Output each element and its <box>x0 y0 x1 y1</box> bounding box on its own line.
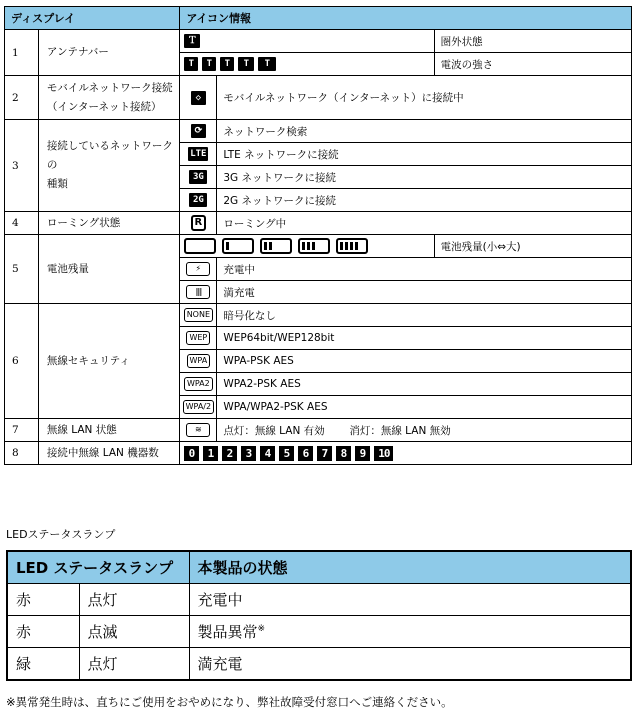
display-label-line2: 種類 <box>46 178 68 190</box>
led-color: 赤 <box>7 616 79 648</box>
display-label <box>38 120 179 212</box>
battery-2-icon <box>260 238 292 254</box>
count-3-icon: 3 <box>241 446 256 461</box>
led-status-table <box>6 550 632 681</box>
count-2-icon: 2 <box>222 446 237 461</box>
product-status: 満充電 <box>189 648 631 681</box>
network-search-icon: ⟳ <box>191 124 206 138</box>
icon-cell <box>180 166 217 189</box>
led-state: 点滅 <box>79 616 189 648</box>
icon-cell <box>180 120 217 143</box>
wlan-on-text: 点灯：無線 LAN 有効 <box>223 424 325 437</box>
icon-cell <box>180 143 217 166</box>
icon-description: ローミング中 <box>217 212 632 235</box>
wifi-icon: ≋ <box>186 423 210 437</box>
led-section-caption: LEDステータスランプ <box>6 528 116 541</box>
table-header-row <box>5 7 632 30</box>
count-5-icon: 5 <box>279 446 294 461</box>
security-wep-icon: WEP <box>186 331 210 345</box>
row-number: 6 <box>5 304 39 419</box>
header-product-state: 本製品の状態 <box>189 551 631 584</box>
row-number: 4 <box>5 212 39 235</box>
footnote: ※異常発生時は、直ちにご使用をおやめになり、弊社故障受付窓口へご連絡ください。 <box>6 695 453 709</box>
table-row <box>5 442 632 465</box>
device-count-icons <box>180 442 632 465</box>
security-wpa-wpa2-icon: WPA/2 <box>183 400 214 414</box>
icon-description: WPA-PSK AES <box>217 350 632 373</box>
count-7-icon: 7 <box>317 446 332 461</box>
table-header-row <box>7 551 631 584</box>
row-number: 5 <box>5 235 39 304</box>
display-label: 電池残量 <box>38 235 179 304</box>
table-row <box>5 120 632 143</box>
footnote-mark: ※ <box>257 624 266 634</box>
led-state: 点灯 <box>79 648 189 681</box>
icon-cell <box>180 235 434 258</box>
count-9-icon: 9 <box>355 446 370 461</box>
count-8-icon: 8 <box>336 446 351 461</box>
count-6-icon: 6 <box>298 446 313 461</box>
count-0-icon: 0 <box>184 446 199 461</box>
roaming-icon: R <box>191 215 207 231</box>
icon-description: LTE ネットワークに接続 <box>217 143 632 166</box>
2g-icon: 2G <box>189 193 207 207</box>
table-row <box>7 584 631 616</box>
row-number: 1 <box>5 30 39 76</box>
table-row <box>5 30 632 53</box>
display-label-line1: 接続しているネットワークの <box>46 140 173 171</box>
icon-description <box>217 419 632 442</box>
icon-description: 圏外状態 <box>434 30 631 53</box>
display-label: 無線 LAN 状態 <box>38 419 179 442</box>
icon-cell <box>180 304 217 327</box>
battery-full-icon: ||| <box>186 285 210 299</box>
security-wpa2-icon: WPA2 <box>184 377 213 391</box>
battery-4-icon <box>336 238 368 254</box>
count-1-icon: 1 <box>203 446 218 461</box>
display-label: 無線セキュリティ <box>38 304 179 419</box>
display-label: アンテナバー <box>38 30 179 76</box>
security-wpa-icon: WPA <box>187 354 211 368</box>
header-led-lamp: LED ステータスランプ <box>7 551 189 584</box>
icon-description: WPA/WPA2-PSK AES <box>217 396 632 419</box>
icon-cell <box>180 76 217 120</box>
icon-cell <box>180 30 434 53</box>
led-state: 点灯 <box>79 584 189 616</box>
battery-3-icon <box>298 238 330 254</box>
row-number: 2 <box>5 76 39 120</box>
table-row <box>5 419 632 442</box>
product-status-cell <box>189 616 631 648</box>
table-row <box>5 304 632 327</box>
signal-3-icon: T <box>238 57 254 71</box>
table-row <box>5 76 632 120</box>
icon-description: 3G ネットワークに接続 <box>217 166 632 189</box>
header-display: ディスプレイ <box>5 7 180 30</box>
icon-description: WPA2-PSK AES <box>217 373 632 396</box>
icon-description: 充電中 <box>217 258 632 281</box>
signal-2-icon: T <box>220 57 234 71</box>
charging-icon: ⚡ <box>186 262 210 276</box>
row-number: 3 <box>5 120 39 212</box>
security-none-icon: NONE <box>184 308 213 322</box>
icon-description: WEP64bit/WEP128bit <box>217 327 632 350</box>
icon-cell <box>180 189 217 212</box>
display-label <box>38 76 179 120</box>
table-row <box>5 212 632 235</box>
icon-cell <box>180 373 217 396</box>
icon-description: 満充電 <box>217 281 632 304</box>
count-10-icon: 10 <box>374 446 393 461</box>
display-icon-table <box>4 6 632 465</box>
table-row <box>5 235 632 258</box>
header-icon-info: アイコン情報 <box>180 7 632 30</box>
row-number: 8 <box>5 442 39 465</box>
product-status: 製品異常 <box>197 623 258 641</box>
icon-cell <box>180 53 434 76</box>
battery-1-icon <box>222 238 254 254</box>
icon-cell <box>180 281 217 304</box>
icon-cell <box>180 396 217 419</box>
display-label-line1: モバイルネットワーク接続 <box>46 81 173 94</box>
no-signal-icon: Ｔ <box>184 34 200 48</box>
product-status: 充電中 <box>189 584 631 616</box>
signal-1-icon: T <box>202 57 216 71</box>
icon-cell <box>180 212 217 235</box>
battery-0-icon <box>184 238 216 254</box>
icon-cell <box>180 419 217 442</box>
display-label: ローミング状態 <box>38 212 179 235</box>
icon-cell <box>180 350 217 373</box>
count-4-icon: 4 <box>260 446 275 461</box>
icon-description: 電池残量(小⇔大) <box>434 235 631 258</box>
icon-description: 2G ネットワークに接続 <box>217 189 632 212</box>
table-row <box>7 616 631 648</box>
display-label-line2: （インターネット接続） <box>46 100 162 113</box>
wlan-off-text: 消灯：無線 LAN 無効 <box>349 424 451 437</box>
display-label: 接続中無線 LAN 機器数 <box>38 442 179 465</box>
mobile-network-icon: ◇ <box>191 91 206 105</box>
icon-description: 電波の強さ <box>434 53 631 76</box>
table-row <box>7 648 631 681</box>
signal-0-icon: T <box>184 57 198 71</box>
row-number: 7 <box>5 419 39 442</box>
icon-description: モバイルネットワーク（インターネット）に接続中 <box>217 76 632 120</box>
3g-icon: 3G <box>189 170 207 184</box>
lte-icon: LTE <box>190 149 207 159</box>
icon-cell <box>180 327 217 350</box>
led-color: 赤 <box>7 584 79 616</box>
icon-description: 暗号化なし <box>217 304 632 327</box>
icon-description: ネットワーク検索 <box>217 120 632 143</box>
led-color: 緑 <box>7 648 79 681</box>
icon-cell <box>180 258 217 281</box>
signal-4-icon: T <box>258 57 276 71</box>
